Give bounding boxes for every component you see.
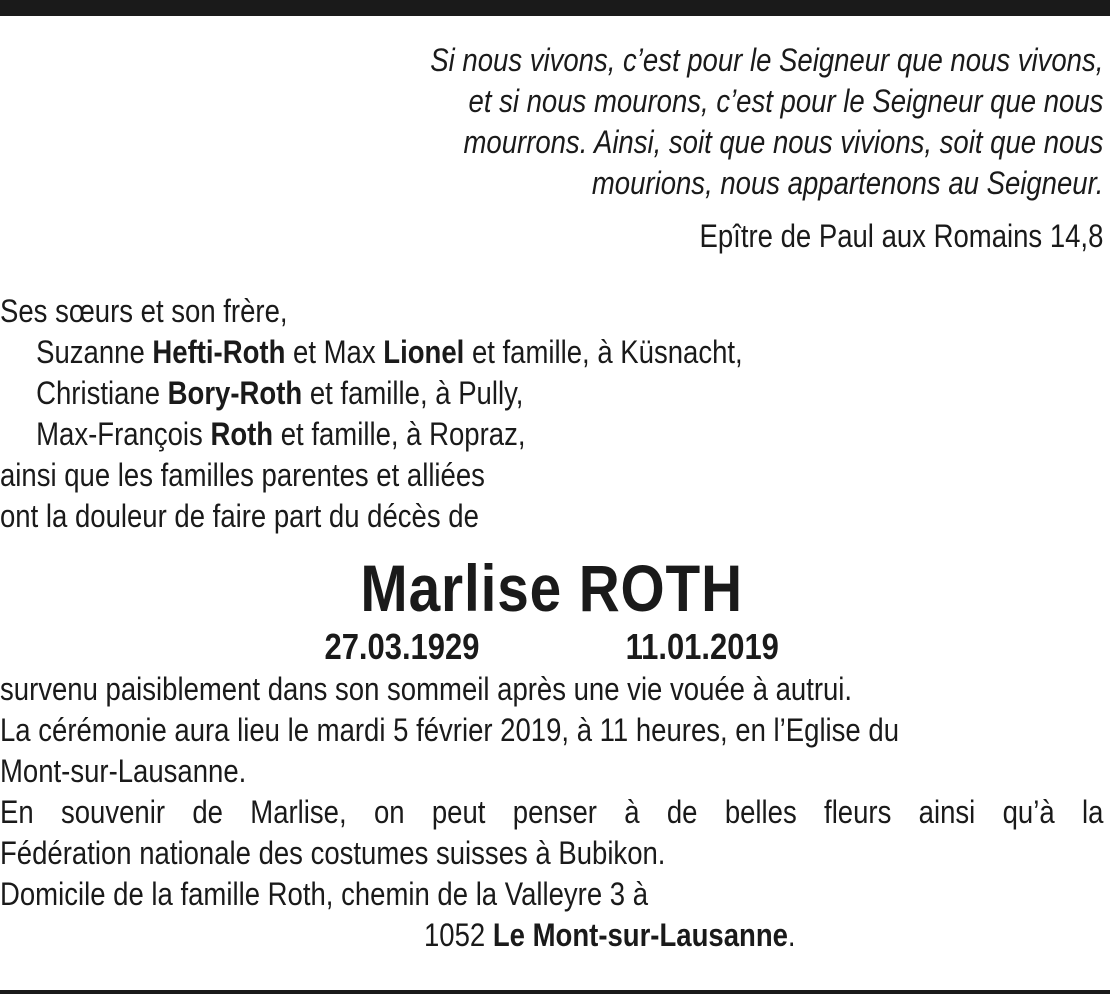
memory-text: En souvenir de Marlise, on peut penser à de belles fleurs ainsi qu’à la	[0, 794, 1104, 830]
postcode: 1052	[423, 917, 493, 953]
location-text: et famille, à Pully,	[302, 375, 524, 411]
bottom-rule	[0, 990, 1110, 994]
family-member	[0, 414, 1103, 455]
verse-line: et si nous mourons, c’est pour le Seigneur que nous	[468, 83, 1104, 119]
ceremony-text: La cérémonie aura lieu le mardi 5 février 2019, à 11 heures, en l’Eglise du	[0, 712, 899, 748]
last-name: Roth	[210, 416, 274, 452]
first-name: Christiane	[36, 375, 168, 411]
last-name: Lionel	[383, 334, 465, 370]
passing-text: survenu paisiblement dans son sommeil après une vie vouée à autrui.	[0, 671, 853, 707]
bible-verse	[0, 40, 1103, 204]
domicile-text: Domicile de la famille Roth, chemin de la Valleyre 3 à	[0, 876, 649, 912]
first-name: Suzanne	[36, 334, 153, 370]
last-name: Hefti-Roth	[152, 334, 286, 370]
verse-line: Si nous vivons, c’est pour le Seigneur que nous vivons,	[430, 42, 1104, 78]
announcement-text: ont la douleur de faire part du décès de	[0, 498, 479, 534]
death-date: 11.01.2019	[625, 626, 779, 667]
life-dates	[0, 625, 1103, 669]
obituary-notice	[0, 40, 1103, 956]
birth-date: 27.03.1929	[324, 626, 480, 667]
family-member	[0, 373, 1103, 414]
verse-line: mourions, nous appartenons au Seigneur.	[591, 165, 1104, 201]
location-text: et famille, à Küsnacht,	[464, 334, 743, 370]
verse-reference: Epître de Paul aux Romains 14,8	[699, 218, 1104, 254]
verse-line: mourrons. Ainsi, soit que nous vivions, soit que nous	[463, 124, 1104, 160]
ceremony-place: Mont-sur-Lausanne.	[0, 753, 247, 789]
domicile-address	[0, 915, 1103, 956]
family-list	[0, 291, 1103, 537]
final-period: .	[787, 917, 796, 953]
last-name: Bory-Roth	[167, 375, 303, 411]
memory-text-end: Fédération nationale des costumes suisses à Bubikon.	[0, 835, 666, 871]
notice-details	[0, 669, 1103, 956]
top-rule	[0, 0, 1110, 16]
first-name: Max-François	[36, 416, 211, 452]
family-member	[0, 332, 1103, 373]
relatives-text: ainsi que les familles parentes et alliées	[0, 457, 485, 493]
location-text: et famille, à Ropraz,	[273, 416, 526, 452]
town-name: Le Mont-sur-Lausanne	[492, 917, 788, 953]
connector-text: et Max	[285, 334, 384, 370]
family-intro: Ses sœurs et son frère,	[0, 293, 288, 329]
deceased-name: Marlise ROTH	[360, 551, 743, 625]
